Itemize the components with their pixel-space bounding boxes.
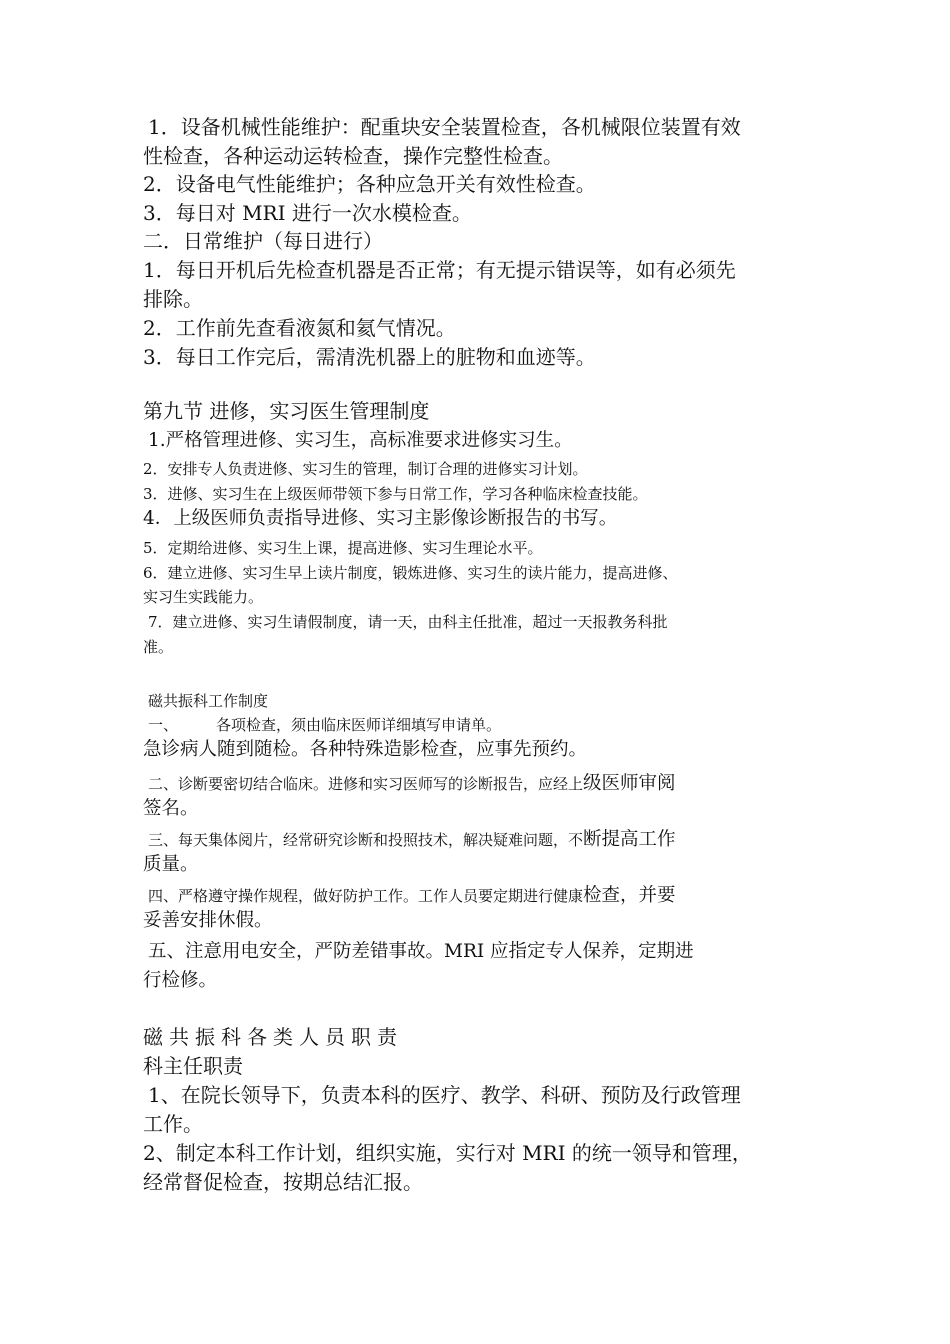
rule-item-1-prefix: 一、 — [148, 716, 179, 734]
rule-item-2 — [148, 775, 818, 794]
paragraph-line: 2．工作前先查看液氮和氦气情况。 — [143, 316, 456, 340]
rule-item-2-tail: 级医师审阅 — [583, 773, 676, 794]
paragraph-line: 4．上级医师负责指导进修、实习主影像诊断报告的书写。 — [143, 508, 618, 529]
rule-item-3 — [148, 831, 818, 850]
subsection-title: 科主任职责 — [143, 1054, 243, 1078]
paragraph-line: 1、在院长领导下，负责本科的医疗、教学、科研、预防及行政管理 — [148, 1083, 741, 1107]
paragraph-line: 工作。 — [143, 1112, 203, 1136]
rule-item-2-text: 二、诊断要密切结合临床。进修和实习医师写的诊断报告，应经上 — [148, 775, 584, 793]
paragraph-line: 2．安排专人负责进修、实习生的管理，制订合理的进修实习计划。 — [143, 460, 588, 478]
rule-item-1 — [148, 718, 818, 733]
section-title: 磁共振科工作制度 — [148, 692, 269, 710]
paragraph-line: 3．每日工作完后，需清洗机器上的脏物和血迹等。 — [143, 345, 596, 369]
paragraph-line: 行检修。 — [143, 970, 218, 991]
rule-item-5: 五、注意用电安全，严防差错事故。MRI 应指定专人保养，定期进 — [148, 941, 694, 962]
paragraph-line: 6．建立进修、实习生早上读片制度，锻炼进修、实习生的读片能力，提高进修、 — [143, 564, 678, 582]
rule-item-1-text: 各项检查，须由临床医师详细填写申请单。 — [216, 716, 502, 734]
section-title: 第九节 进修，实习医生管理制度 — [143, 399, 430, 423]
paragraph-line: 5．定期给进修、实习生上课，提高进修、实习生理论水平。 — [143, 539, 543, 557]
paragraph-line: 质量。 — [143, 854, 199, 875]
paragraph-line: 3．进修、实习生在上级医师带领下参与日常工作，学习各种临床检查技能。 — [143, 485, 648, 503]
paragraph-line: 实习生实践能力。 — [143, 588, 264, 606]
section-heading: 二．日常维护（每日进行） — [143, 229, 383, 253]
paragraph-line: 妥善安排休假。 — [143, 910, 273, 931]
section-title: 磁共振科各类人员职责 — [143, 1025, 403, 1049]
rule-item-3-text: 三、每天集体阅片，经常研究诊断和投照技术，解决疑难问题，不 — [148, 831, 584, 849]
paragraph-line: 2、制定本科工作计划，组织实施，实行对 MRI 的统一领导和管理， — [143, 1141, 752, 1165]
paragraph-line: 7．建立进修、实习生请假制度，请一天，由科主任批准，超过一天报教务科批 — [148, 613, 668, 631]
paragraph-line: 急诊病人随到随检。各种特殊造影检查，应事先预约。 — [143, 739, 588, 760]
paragraph-line: 3．每日对 MRI 进行一次水模检查。 — [143, 201, 472, 225]
rule-item-3-tail: 断提高工作 — [583, 829, 676, 850]
paragraph-line: 性检查，各种运动运转检查，操作完整性检查。 — [143, 144, 563, 168]
paragraph-line: 1．每日开机后先检查机器是否正常；有无提示错误等，如有必须先 — [143, 258, 736, 282]
paragraph-line: 排除。 — [143, 287, 203, 311]
paragraph-line: 1．设备机械性能维护：配重块安全装置检查，各机械限位装置有效 — [148, 115, 741, 139]
paragraph-line: 准。 — [143, 638, 174, 656]
rule-item-4 — [148, 887, 818, 906]
rule-item-4-tail: 检查，并要 — [583, 885, 676, 906]
paragraph-line: 签名。 — [143, 798, 199, 819]
rule-item-4-text: 四、严格遵守操作规程，做好防护工作。工作人员要定期进行健康 — [148, 887, 584, 905]
paragraph-line: 1.严格管理进修、实习生，高标准要求进修实习生。 — [148, 430, 573, 451]
paragraph-line: 经常督促检查，按期总结汇报。 — [143, 1170, 423, 1194]
paragraph-line: 2．设备电气性能维护；各种应急开关有效性检查。 — [143, 172, 596, 196]
